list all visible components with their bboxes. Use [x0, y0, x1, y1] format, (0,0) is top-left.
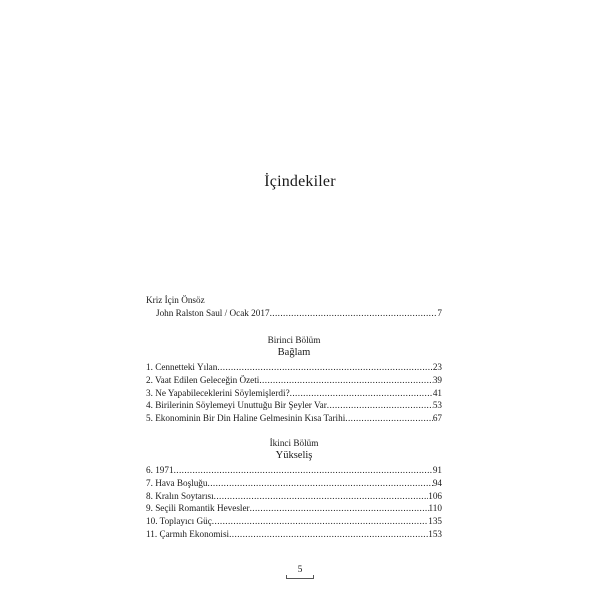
toc-entry-text: 3. Ne Yapabileceklerini Söylemişlerdi?: [146, 387, 290, 398]
toc-entry-page: 41: [432, 387, 442, 398]
foreword-title: Kriz İçin Önsöz: [146, 295, 205, 305]
toc-entry-page: 39: [432, 375, 442, 386]
part2-name: Yükseliş: [275, 450, 313, 462]
part2-section: [146, 439, 442, 543]
leader-dots: [174, 466, 433, 475]
toc-entry-text: 1. Cennetteki Yılan: [146, 362, 218, 373]
foreword-section: [146, 296, 442, 321]
toc-entry-page: 53: [432, 400, 442, 411]
toc-entry-page: 106: [428, 490, 442, 501]
leader-dots: [259, 376, 432, 385]
toc-entry-page: 7: [437, 307, 442, 318]
leader-dots: [250, 504, 429, 513]
leader-dots: [229, 530, 428, 539]
part1-heading: Birinci Bölüm: [267, 335, 321, 345]
leader-dots: [212, 517, 428, 526]
toc-entry[interactable]: [146, 309, 442, 322]
leader-dots: [290, 389, 433, 398]
toc-entry-text: 11. Çarmıh Ekonomisi: [146, 528, 230, 539]
leader-dots: [327, 401, 433, 410]
toc-entry[interactable]: [146, 530, 442, 543]
toc-entry-page: 153: [428, 528, 442, 539]
toc-entry-text: John Ralston Saul / Ocak 2017: [156, 307, 270, 318]
toc-entry-text: 10. Toplayıcı Güç: [146, 516, 212, 527]
page-number-rule: [286, 578, 314, 579]
toc-entry[interactable]: [146, 414, 442, 427]
toc-entry-page: 135: [428, 516, 442, 527]
toc-entry-text: 2. Vaat Edilen Geleceğin Özeti: [146, 375, 260, 386]
leader-dots: [214, 492, 429, 501]
toc-entry-text: 4. Birilerinin Söylemeyi Unuttuğu Bir Şeyler Var: [146, 400, 327, 411]
leader-dots: [208, 479, 433, 488]
toc-entry-page: 94: [432, 478, 442, 489]
part1-name: Bağlam: [277, 347, 311, 359]
toc-entry-page: 110: [428, 503, 442, 514]
toc-entry-text: 8. Kralın Soytarısı: [146, 490, 214, 501]
toc-entry-text: 5. Ekonominin Bir Din Haline Gelmesinin Kısa Tarihi: [146, 413, 346, 424]
page-title: İçindekiler: [264, 173, 336, 190]
toc-entry-text: 7. Hava Boşluğu: [146, 478, 208, 489]
toc-entry-text: 6. 1971: [146, 465, 174, 476]
leader-dots: [345, 414, 433, 423]
leader-dots: [270, 309, 438, 318]
toc-entry[interactable]: [146, 479, 442, 492]
toc-entry-page: 91: [432, 465, 442, 476]
part1-section: [146, 336, 442, 427]
toc-entry-page: 67: [432, 413, 442, 424]
toc-entry[interactable]: [146, 517, 442, 530]
page-number: 5: [297, 565, 303, 575]
toc-entry-text: 9. Seçili Romantik Hevesler: [146, 503, 250, 514]
toc-entry[interactable]: [146, 376, 442, 389]
part2-heading: İkinci Bölüm: [269, 438, 319, 448]
toc-entry-page: 23: [432, 362, 442, 373]
leader-dots: [217, 363, 432, 372]
